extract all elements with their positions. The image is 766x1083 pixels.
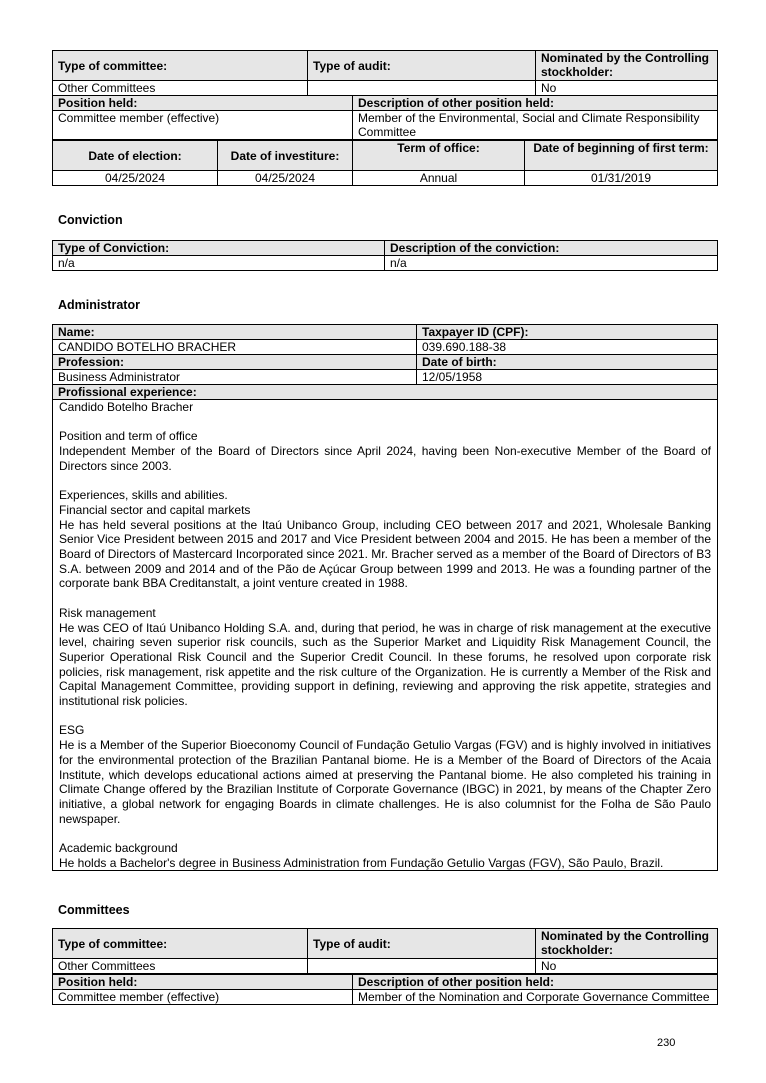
- experience-label: Profissional experience:: [53, 385, 718, 400]
- experience-body: [53, 400, 718, 871]
- committees-heading: Committees: [58, 903, 130, 917]
- committees-position-table: [52, 974, 718, 1005]
- financial-title: Financial sector and capital markets: [59, 502, 251, 517]
- nominated-label: Nominated by the Controlling stockholder:: [536, 51, 718, 81]
- date-election-label: Date of election:: [53, 141, 218, 171]
- conviction-table: [52, 240, 718, 271]
- administrator-heading: Administrator: [58, 298, 140, 312]
- committees-type-value: Other Committees: [53, 959, 308, 974]
- committee-table-1-position: [52, 95, 718, 140]
- position-held-label: Position held:: [53, 96, 353, 111]
- risk-text: He was CEO of Itaú Unibanco Holding S.A. and, during that period, he was in charge of risk management at the executive level, chairing seven superior risk councils, such as the Superior Market and Liquidity Risk Management Council, the Superior Operational Risk Council and the Superior Credit Council. In these forums, he resolved upon corporate risk policies, risk management, risk appetite and the risk culture of the Organization. He is currently a Member of the Risk and Capital Management Committee, providing support in defining, reviewing and approving the risk appetite, strategies and institutional risk policies.: [59, 620, 711, 709]
- committees-position-value: Committee member (effective): [53, 990, 353, 1005]
- position-held-value: Committee member (effective): [53, 111, 353, 140]
- administrator-table: [52, 324, 718, 871]
- first-term-label: Date of beginning of first term:: [525, 141, 718, 171]
- financial-text: He has held several positions at the Itaú Unibanco Group, including CEO between 2017 and 2021, Wholesale Banking Senior Vice President between 2015 and 2017 and Vice President between 2004 and 2015. He has been a member of the Board of Directors of Mastercard Incorporated since 2021. Mr. Bracher served as a member of the Board of Directors of B3 S.A. between 2009 and 2014 and of the Pão de Açúcar Group between 1999 and 2013. He was a founding partner of the corporate bank BBA Creditanstalt, a joint venture created in 1988.: [59, 517, 711, 591]
- esg-title: ESG: [59, 723, 85, 738]
- type-of-audit-label: Type of audit:: [308, 51, 536, 81]
- position-title: Position and term of office: [59, 429, 198, 444]
- committees-audit-value: [308, 959, 536, 974]
- dob-label: Date of birth:: [417, 355, 718, 370]
- description-label: Description of other position held:: [353, 96, 718, 111]
- committees-description-value: Member of the Nomination and Corporate Governance Committee: [353, 990, 718, 1005]
- conviction-heading: Conviction: [58, 213, 123, 227]
- conviction-type-value: n/a: [53, 256, 385, 271]
- name-value: CANDIDO BOTELHO BRACHER: [53, 340, 417, 355]
- dob-value: 12/05/1958: [417, 370, 718, 385]
- position-text: Independent Member of the Board of Directors since April 2024, having been Non-executive Member of the Board of Directors since 2003.: [59, 444, 711, 473]
- committee-table-1-dates: [52, 140, 718, 186]
- description-value: Member of the Environmental, Social and Climate Responsibility Committee: [353, 111, 718, 140]
- term-value: Annual: [353, 171, 525, 186]
- cpf-label: Taxpayer ID (CPF):: [417, 325, 718, 340]
- conviction-description-label: Description of the conviction:: [385, 241, 718, 256]
- committees-audit-label: Type of audit:: [308, 929, 536, 959]
- risk-title: Risk management: [59, 605, 156, 620]
- type-of-committee-label: Type of committee:: [53, 51, 308, 81]
- date-election-value: 04/25/2024: [53, 171, 218, 186]
- nominated-value: No: [536, 81, 718, 96]
- page-number: 230: [657, 1037, 676, 1049]
- name-label: Name:: [53, 325, 417, 340]
- committee-table-1: [52, 50, 718, 96]
- esg-text: He is a Member of the Superior Bioeconomy Council of Fundação Getulio Vargas (FGV) and is highly involved in initiatives for the environmental protection of the Brazilian Pantanal biome. He is a Member of the Board of Directors of the Acaia Institute, which develops educational actions aimed at preserving the Pantanal biome. He also completed his training in Climate Change offered by the Brazilian Institute of Corporate Governance (IBGC) in 2021, by means of the Chapter Zero initiative, a global network for engaging Boards in climate challenges. He is also columnist for the Folha de São Paulo newspaper.: [59, 738, 711, 826]
- term-label: Term of office:: [353, 141, 525, 171]
- academic-text: He holds a Bachelor's degree in Business Administration from Fundação Getulio Vargas (FGV), São Paulo, Brazil.: [59, 855, 664, 870]
- skills-title: Experiences, skills and abilities.: [59, 488, 228, 503]
- first-term-value: 01/31/2019: [525, 171, 718, 186]
- committees-position-label: Position held:: [53, 975, 353, 990]
- committees-table: [52, 928, 718, 974]
- cpf-value: 039.690.188-38: [417, 340, 718, 355]
- committees-type-label: Type of committee:: [53, 929, 308, 959]
- conviction-description-value: n/a: [385, 256, 718, 271]
- academic-title: Academic background: [59, 841, 178, 856]
- profession-value: Business Administrator: [53, 370, 417, 385]
- committees-description-label: Description of other position held:: [353, 975, 718, 990]
- conviction-type-label: Type of Conviction:: [53, 241, 385, 256]
- date-investiture-value: 04/25/2024: [218, 171, 353, 186]
- date-investiture-label: Date of investiture:: [218, 141, 353, 171]
- type-of-committee-value: Other Committees: [53, 81, 308, 96]
- experience-name: Candido Botelho Bracher: [59, 400, 194, 414]
- committees-nominated-label: Nominated by the Controlling stockholder:: [536, 929, 718, 959]
- profession-label: Profession:: [53, 355, 417, 370]
- type-of-audit-value: [308, 81, 536, 96]
- committees-nominated-value: No: [536, 959, 718, 974]
